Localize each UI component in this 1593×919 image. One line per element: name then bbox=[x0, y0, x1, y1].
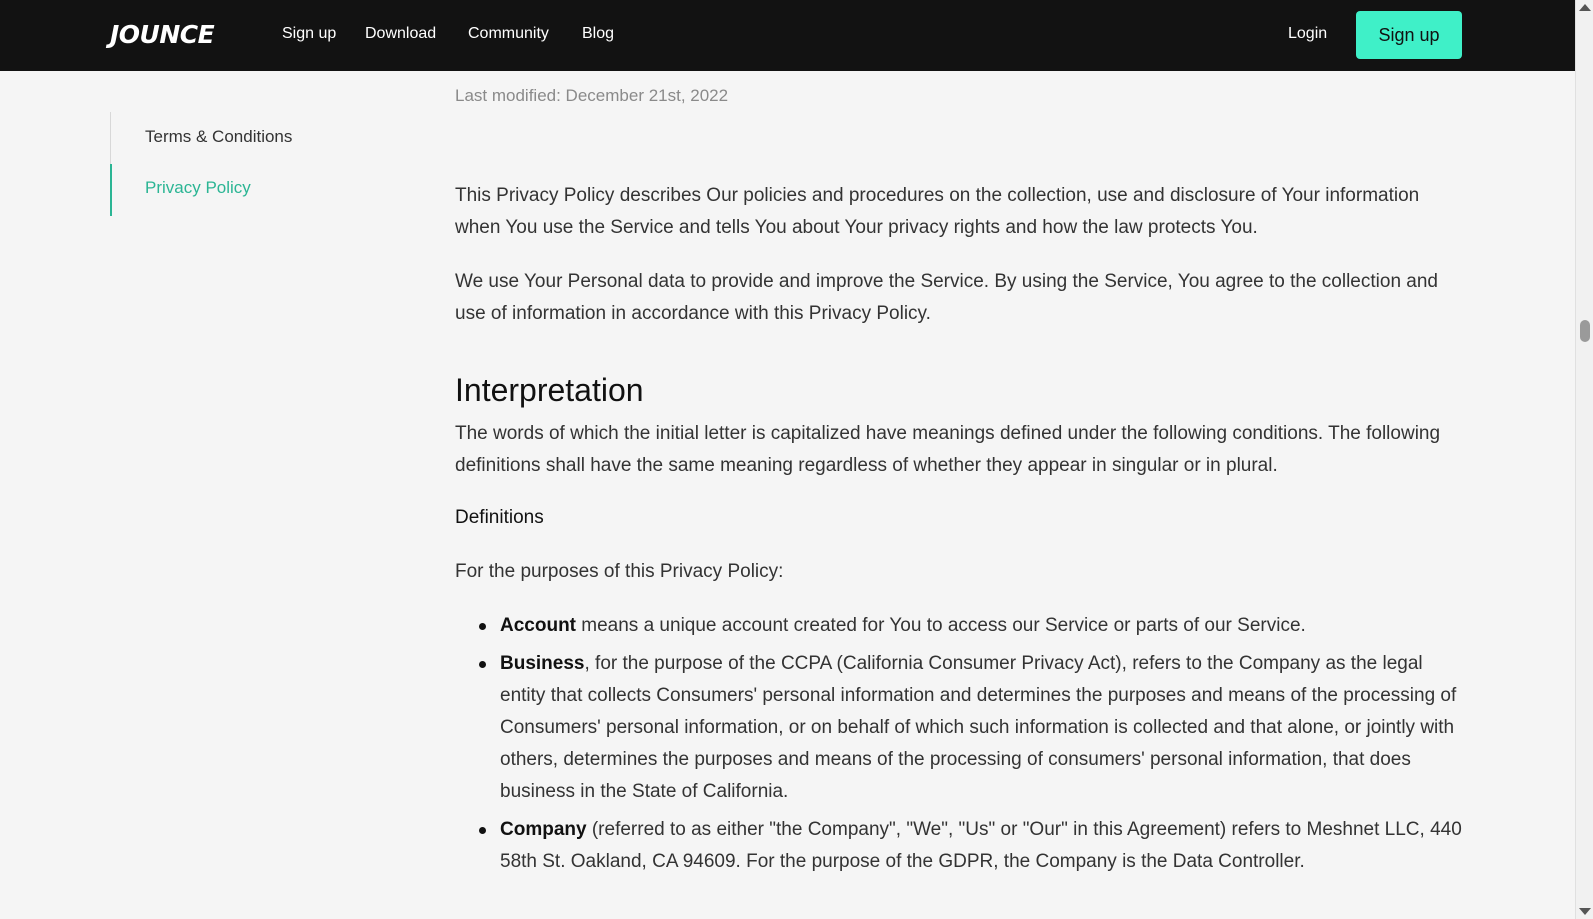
legal-sidebar bbox=[110, 112, 410, 216]
interpretation-paragraph: The words of which the initial letter is capitalized have meanings defined under the following conditions. The following definitions shall have the same meaning regardless of whether they appear in singular or in plural. bbox=[455, 423, 1441, 476]
definitions-intro: For the purposes of this Privacy Policy: bbox=[455, 561, 784, 582]
signup-button[interactable]: Sign up bbox=[1356, 11, 1462, 59]
nav-link-download[interactable]: Download bbox=[365, 25, 437, 42]
intro-paragraph-2: We use Your Personal data to provide and improve the Service. By using the Service, You agree to the collection and use of information in accordance with this Privacy Policy. bbox=[455, 271, 1438, 324]
sidebar-item-terms[interactable]: Terms & Conditions bbox=[145, 127, 293, 146]
page-scrollbar[interactable] bbox=[1575, 0, 1593, 919]
intro-paragraph-1: This Privacy Policy describes Our policies and procedures on the collection, use and disclosure of Your information when You use the Service and tells You about Your privacy rights and how the law protects You. bbox=[455, 185, 1420, 238]
definition-term: Business bbox=[500, 653, 585, 674]
definition-text: , for the purpose of the CCPA (California Consumer Privacy Act), refers to the Company as the legal entity that collects Consumers' personal information and determines the purposes and means of the processing of Consumers' personal information, or on behalf of which such information is collected and that alone, or jointly with others, determines the purposes and means of the processing of consumers' personal information, that does business in the State of California. bbox=[500, 653, 1457, 802]
active-indicator bbox=[110, 164, 112, 216]
definitions-list bbox=[455, 610, 1465, 878]
definition-text: means a unique account created for You to access our Service or parts of our Service. bbox=[576, 615, 1306, 636]
top-navbar bbox=[0, 0, 1575, 71]
definition-text: (referred to as either "the Company", "We", "Us" or "Our" in this Agreement) refers to Meshnet LLC, 440 58th St. Oakland, CA 94609. For the purpose of the GDPR, the Company is the Data Controller. bbox=[500, 819, 1462, 872]
list-item bbox=[455, 648, 1465, 808]
login-link[interactable]: Login bbox=[1288, 25, 1328, 42]
jounce-logo[interactable]: JOUNCE bbox=[110, 20, 215, 49]
scroll-thumb[interactable] bbox=[1580, 320, 1590, 342]
definition-term: Account bbox=[500, 615, 576, 636]
scroll-down-icon[interactable] bbox=[1579, 908, 1591, 915]
nav-link-signup[interactable]: Sign up bbox=[282, 25, 337, 42]
nav-link-community[interactable]: Community bbox=[468, 25, 549, 42]
scroll-up-icon[interactable] bbox=[1579, 4, 1591, 11]
definition-term: Company bbox=[500, 819, 587, 840]
definitions-heading: Definitions bbox=[455, 507, 544, 528]
interpretation-heading: Interpretation bbox=[455, 372, 644, 408]
privacy-content bbox=[455, 82, 1465, 884]
list-item bbox=[455, 610, 1465, 642]
list-item bbox=[455, 814, 1465, 878]
last-modified: Last modified: December 21st, 2022 bbox=[455, 86, 729, 105]
sidebar-item-privacy[interactable]: Privacy Policy bbox=[145, 178, 251, 197]
nav-link-blog[interactable]: Blog bbox=[582, 25, 615, 42]
